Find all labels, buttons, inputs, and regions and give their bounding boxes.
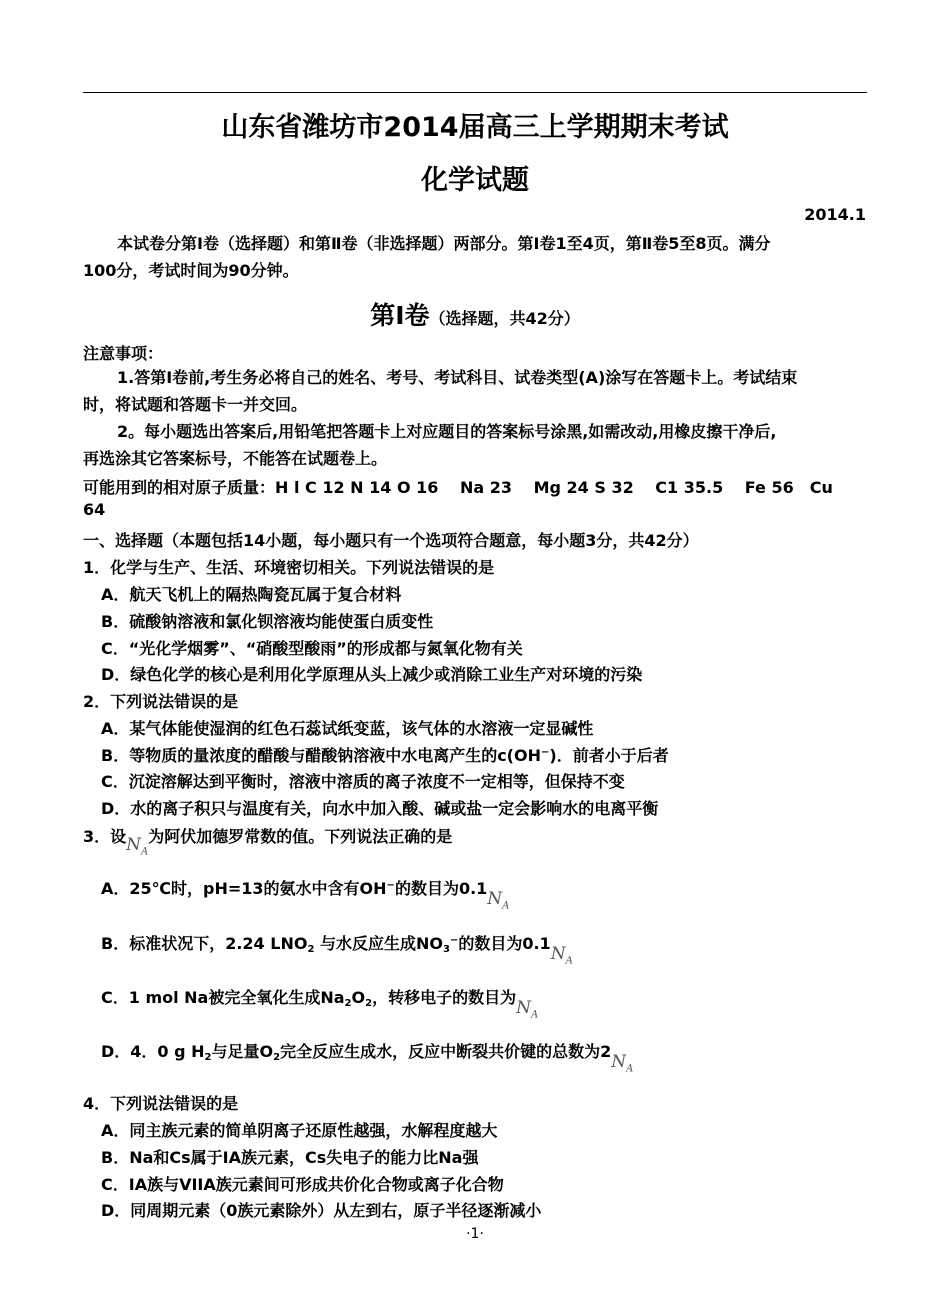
- q1-option-d: D．绿色化学的核心是利用化学原理从头上减少或消除工业生产对环境的污染: [101, 665, 643, 684]
- atomic-mass-line-1: 可能用到的相对原子质量：H l C 12 N 14 O 16 Na 23 Mg 24 S 32 C1 35.5 Fe 56 Cu: [83, 478, 833, 497]
- q3-c-text-end: ，转移电子的数目为: [372, 988, 517, 1007]
- page-number: ·1·: [466, 1226, 484, 1242]
- notice-item-1-line-2: 时，将试题和答题卡一并交回。: [83, 395, 308, 414]
- exam-title: 山东省潍坊市2014届高三上学期期末考试: [221, 112, 729, 143]
- q3-option-a: [101, 876, 510, 912]
- q3-stem: [83, 824, 453, 858]
- avogadro-symbol: [487, 889, 509, 911]
- q3-b-text-end: 的数目为0.1: [458, 934, 551, 953]
- atomic-mass-line-2: 64: [83, 500, 106, 519]
- q1-option-b: B．硫酸钠溶液和氯化钡溶液均能使蛋白质变性: [101, 612, 434, 631]
- notice-item-1: [83, 364, 867, 418]
- exam-date: 2014.1: [804, 205, 866, 224]
- q3-stem-text: 3．设: [83, 827, 127, 846]
- q2-b-text: B．等物质的量浓度的醋酸与醋酸钠溶液中水电离产生的c(OH: [101, 746, 541, 765]
- na-subscript: A: [530, 1009, 539, 1021]
- q3-c-sub: 2: [365, 998, 373, 1009]
- avogadro-symbol: [551, 944, 573, 966]
- q3-option-d: [101, 1039, 634, 1075]
- q3-option-b: [101, 931, 573, 967]
- section-heading: [0, 296, 950, 332]
- q3-d-text-mid: 与足量O: [211, 1042, 274, 1061]
- na-letter: N: [516, 998, 531, 1018]
- intro-line-1: 本试卷分第Ⅰ卷（选择题）和第Ⅱ卷（非选择题）两部分。第Ⅰ卷1至4页，第Ⅱ卷5至8页。满分: [117, 234, 771, 253]
- na-letter: N: [487, 889, 503, 909]
- q3-d-text-end: 完全反应生成水，反应中断裂共价键的总数为2: [280, 1042, 612, 1061]
- q3-d-text: D．4．0 g H: [101, 1042, 205, 1061]
- q2-option-c: C．沉淀溶解达到平衡时，溶液中溶质的离子浓度不一定相等，但保持不变: [101, 772, 625, 791]
- q4-option-b: B．Na和Cs属于ⅠA族元素，Cs失电子的能力比Na强: [101, 1148, 479, 1167]
- q1-stem: 1．化学与生产、生活、环境密切相关。下列说法错误的是: [83, 558, 495, 577]
- part-heading: 一、选择题（本题包括14小题，每小题只有一个选项符合题意，每小题3分，共42分）: [83, 531, 699, 550]
- q3-b-text: B．标准状况下，2.24 LNO: [101, 934, 308, 953]
- intro-paragraph: [83, 230, 867, 284]
- q3-b-sub: 2: [307, 944, 315, 955]
- q2-b-sup: −: [541, 747, 550, 758]
- q3-option-c: [101, 985, 539, 1021]
- notice-item-2: [83, 418, 867, 472]
- q3-stem-text-end: 为阿伏加德罗常数的值。下列说法正确的是: [148, 827, 453, 846]
- na-subscript: A: [141, 846, 149, 858]
- na-subscript: A: [626, 1063, 634, 1075]
- na-letter: N: [126, 835, 142, 855]
- q2-option-b: [101, 743, 669, 766]
- exam-subtitle: 化学试题: [421, 165, 529, 196]
- q2-b-text-end: )．前者小于后者: [549, 746, 669, 765]
- avogadro-symbol: [611, 1052, 633, 1074]
- q3-d-sub: 2: [273, 1052, 281, 1063]
- q4-option-d: D．同周期元素（0族元素除外）从左到右，原子半径逐渐减小: [101, 1201, 542, 1220]
- na-letter: N: [611, 1052, 627, 1072]
- notice-label: 注意事项：: [83, 344, 164, 363]
- avogadro-symbol: [516, 998, 538, 1020]
- q4-stem: 4．下列说法错误的是: [83, 1094, 239, 1113]
- q2-stem: 2．下列说法错误的是: [83, 692, 239, 711]
- q4-option-a: A．同主族元素的简单阴离子还原性越强，水解程度越大: [101, 1121, 498, 1140]
- q3-c-sub: 2: [344, 998, 352, 1009]
- section-note: （选择题，共42分）: [429, 309, 580, 328]
- top-rule: [83, 92, 867, 93]
- na-subscript: A: [565, 955, 573, 967]
- q3-c-text-mid: O: [351, 988, 366, 1007]
- notice-item-2-line-1: 2。每小题选出答案后,用铅笔把答题卡上对应题目的答案标号涂黑,如需改动,用橡皮擦干净后,: [117, 422, 777, 441]
- q3-a-sup: −: [386, 880, 395, 891]
- q1-option-c: C．“光化学烟雾”、“硝酸型酸雨”的形成都与氮氧化物有关: [101, 639, 523, 658]
- notice-item-2-line-2: 再选涂其它答案标号，不能答在试题卷上。: [83, 449, 388, 468]
- q3-d-sub: 2: [204, 1052, 212, 1063]
- q2-option-d: D．水的离子积只与温度有关，向水中加入酸、碱或盐一定会影响水的电离平衡: [101, 799, 659, 818]
- q3-b-sup: −: [449, 935, 459, 946]
- q1-option-a: A．航天飞机上的隔热陶瓷瓦属于复合材料: [101, 585, 402, 604]
- na-subscript: A: [502, 900, 510, 912]
- na-letter: N: [550, 944, 566, 964]
- intro-line-2: 100分，考试时间为90分钟。: [83, 261, 299, 280]
- avogadro-symbol: [126, 835, 148, 857]
- q3-c-text: C．1 mol Na被完全氧化生成Na: [101, 988, 345, 1007]
- q4-option-c: C．ⅠA族与VIIA族元素间可形成共价化合物或离子化合物: [101, 1175, 504, 1194]
- q3-a-text-end: 的数目为0.1: [394, 879, 488, 898]
- q3-a-text: A．25℃时，pH=13的氨水中含有OH: [101, 879, 387, 898]
- q3-b-text-mid: 与水反应生成NO: [314, 934, 443, 953]
- section-title: 第Ⅰ卷: [370, 301, 430, 330]
- q3-b-sub: 3: [442, 944, 450, 955]
- q2-option-a: A．某气体能使湿润的红色石蕊试纸变蓝，该气体的水溶液一定显碱性: [101, 719, 594, 738]
- notice-item-1-line-1: 1.答第Ⅰ卷前,考生务必将自己的姓名、考号、考试科目、试卷类型(A)涂写在答题卡上。考试结束: [117, 368, 798, 387]
